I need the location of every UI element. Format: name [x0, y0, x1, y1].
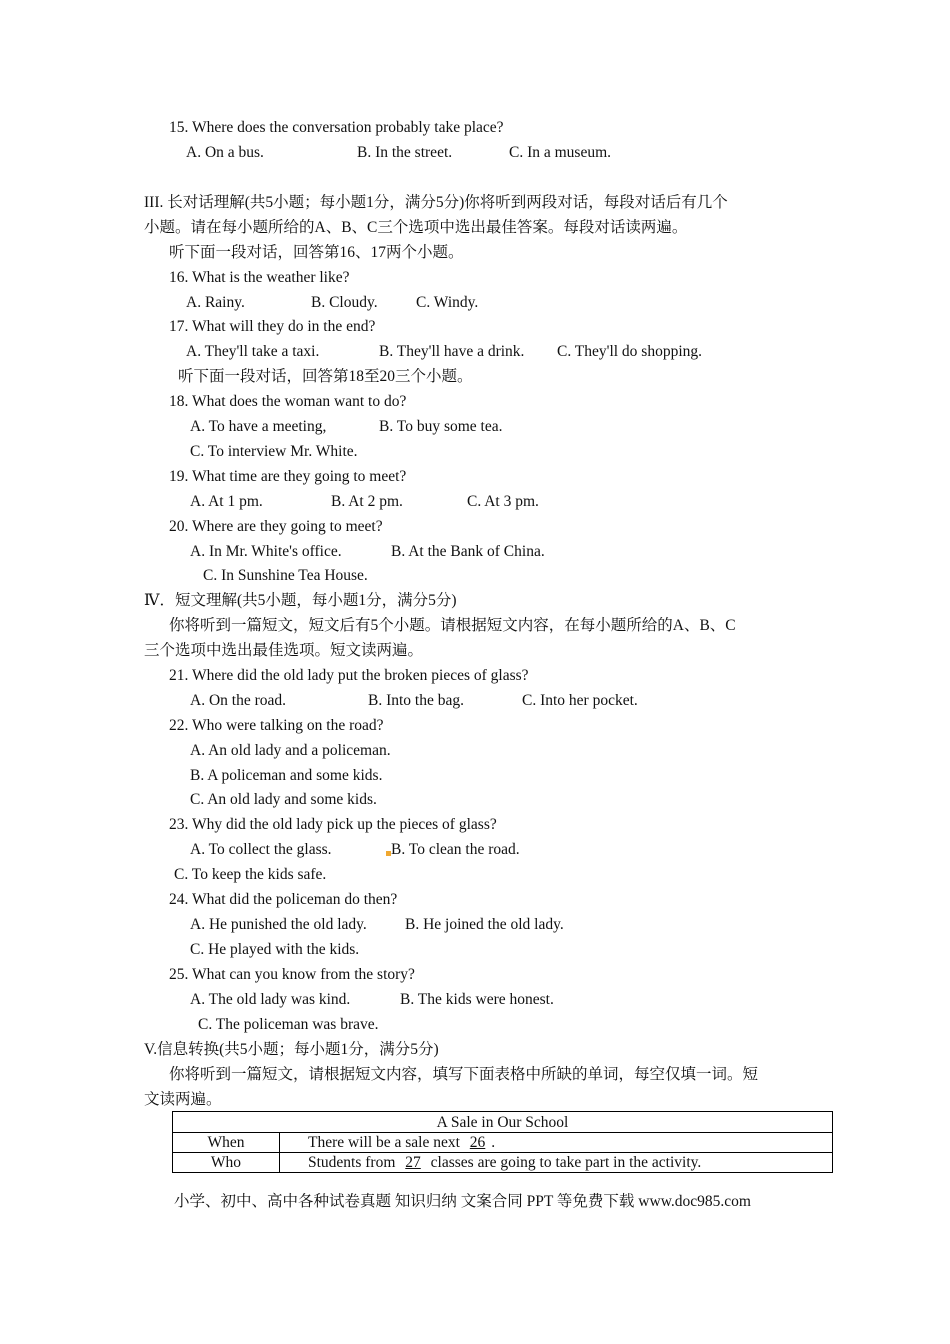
- option-25b: B. The kids were honest.: [400, 991, 554, 1008]
- option-17b: B. They'll have a drink.: [379, 343, 525, 360]
- row-text: There will be a sale next: [308, 1134, 460, 1151]
- option-22b: B. A policeman and some kids.: [190, 767, 383, 784]
- question-24: 24. What did the policeman do then?: [169, 891, 398, 908]
- question-17: 17. What will they do in the end?: [169, 318, 376, 335]
- option-15b: B. In the street.: [357, 144, 453, 161]
- question-21: 21. Where did the old lady put the broken pieces of glass?: [169, 667, 529, 684]
- option-24c: C. He played with the kids.: [190, 941, 360, 958]
- dialogue-2-intro: 听下面一段对话，回答第18至20三个小题。: [178, 368, 473, 385]
- row-text-end: .: [491, 1134, 496, 1151]
- row-value-who: [280, 1153, 833, 1173]
- option-17c: C. They'll do shopping.: [557, 343, 703, 360]
- option-16a: A. Rainy.: [186, 294, 245, 311]
- option-23a: A. To collect the glass.: [190, 841, 332, 858]
- option-21b: B. Into the bag.: [368, 692, 464, 709]
- section-4-instructions-1: 你将听到一篇短文，短文后有5个小题。请根据短文内容，在每小题所给的A、B、C: [169, 617, 736, 634]
- table-title-row: [173, 1112, 833, 1133]
- option-18b: B. To buy some tea.: [379, 418, 503, 435]
- option-15a: A. On a bus.: [186, 144, 264, 161]
- section-4-heading: Ⅳ．短文理解(共5小题，每小题1分，满分5分): [144, 592, 457, 609]
- option-20b: B. At the Bank of China.: [391, 543, 545, 560]
- option-20c: C. In Sunshine Tea House.: [203, 567, 368, 584]
- option-22c: C. An old lady and some kids.: [190, 791, 377, 808]
- option-18c: C. To interview Mr. White.: [190, 443, 358, 460]
- section-5-instructions-1: 你将听到一篇短文，请根据短文内容，填写下面表格中所缺的单词，每空仅填一词。短: [169, 1066, 759, 1083]
- question-16: 16. What is the weather like?: [169, 269, 350, 286]
- option-25a: A. The old lady was kind.: [190, 991, 351, 1008]
- option-25c: C. The policeman was brave.: [198, 1016, 379, 1033]
- option-20a: A. In Mr. White's office.: [190, 543, 342, 560]
- option-23c: C. To keep the kids safe.: [174, 866, 327, 883]
- blank-26: 26: [469, 1134, 486, 1151]
- row-label-when: When: [173, 1133, 280, 1153]
- option-19a: A. At 1 pm.: [190, 493, 263, 510]
- blank-27: 27: [405, 1154, 421, 1171]
- option-19c: C. At 3 pm.: [467, 493, 539, 510]
- option-15c: C. In a museum.: [509, 144, 612, 161]
- question-15: 15. Where does the conversation probably take place?: [169, 119, 504, 136]
- row-text: Students from: [308, 1154, 396, 1171]
- section-3-heading: III. 长对话理解(共5小题；每小题1分，满分5分)你将听到两段对话，每段对话后有几个: [144, 194, 728, 211]
- section-3-instructions: 小题。请在每小题所给的A、B、C三个选项中选出最佳答案。每段对话读两遍。: [144, 219, 688, 236]
- option-19b: B. At 2 pm.: [331, 493, 403, 510]
- option-24b: B. He joined the old lady.: [405, 916, 564, 933]
- row-label-who: Who: [173, 1153, 280, 1173]
- option-23b: B. To clean the road.: [391, 841, 520, 858]
- section-4-instructions-2: 三个选项中选出最佳选项。短文读两遍。: [144, 642, 424, 659]
- option-17a: A. They'll take a taxi.: [186, 343, 320, 360]
- info-table: [172, 1111, 833, 1173]
- question-23: 23. Why did the old lady pick up the pieces of glass?: [169, 816, 497, 833]
- option-22a: A. An old lady and a policeman.: [190, 742, 391, 759]
- section-5-heading: V.信息转换(共5小题；每小题1分，满分5分): [144, 1041, 439, 1058]
- option-16c: C. Windy.: [416, 294, 479, 311]
- option-21a: A. On the road.: [190, 692, 286, 709]
- option-18a: A. To have a meeting,: [190, 418, 327, 435]
- table-title: A Sale in Our School: [173, 1112, 833, 1133]
- row-text-end: classes are going to take part in the activity.: [430, 1154, 702, 1171]
- option-16b: B. Cloudy.: [311, 294, 378, 311]
- option-24a: A. He punished the old lady.: [190, 916, 367, 933]
- question-22: 22. Who were talking on the road?: [169, 717, 384, 734]
- question-19: 19. What time are they going to meet?: [169, 468, 407, 485]
- question-20: 20. Where are they going to meet?: [169, 518, 383, 535]
- question-18: 18. What does the woman want to do?: [169, 393, 407, 410]
- dialogue-1-intro: 听下面一段对话，回答第16、17两个小题。: [169, 244, 464, 261]
- question-25: 25. What can you know from the story?: [169, 966, 415, 983]
- row-value-when: [280, 1133, 833, 1153]
- option-21c: C. Into her pocket.: [522, 692, 638, 709]
- section-5-instructions-2: 文读两遍。: [144, 1091, 222, 1108]
- table-row: [173, 1153, 833, 1173]
- table-row: [173, 1133, 833, 1153]
- page-footer: 小学、初中、高中各种试卷真题 知识归纳 文案合同 PPT 等免费下载 www.doc985.com: [174, 1193, 751, 1210]
